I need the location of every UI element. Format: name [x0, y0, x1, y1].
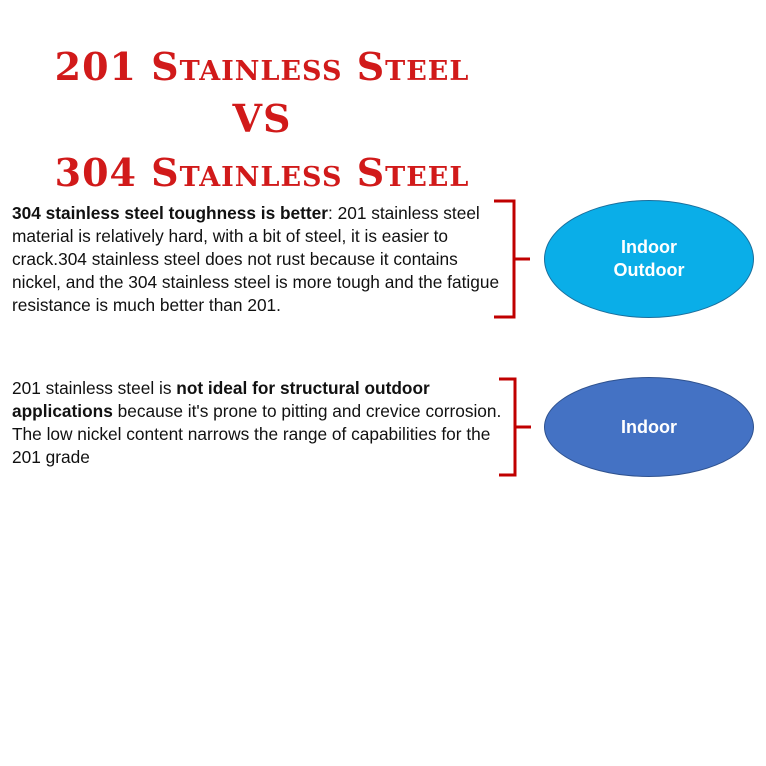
usage-ellipse-indoor	[544, 377, 754, 477]
description-text: because it's prone to pitting and crevice corrosion. The low nickel content narrows the range of capabilities for the 201 grade	[12, 401, 502, 467]
bracket-1-shape	[494, 201, 530, 317]
ellipse-1-line-2: Outdoor	[613, 260, 685, 280]
title-line-3: 304 Stainless Steel	[54, 150, 470, 195]
title-line-2: VS	[232, 96, 292, 141]
usage-ellipse-indoor-outdoor	[544, 200, 754, 318]
bracket-1	[494, 200, 534, 320]
description-304-toughness	[12, 202, 502, 317]
bracket-2-shape	[499, 379, 531, 475]
ellipse-2-line-1: Indoor	[621, 416, 677, 437]
description-text-before: 201 stainless steel is	[12, 378, 177, 398]
title-line-1: 201 Stainless Steel	[54, 44, 470, 89]
description-bold: not ideal for structural outdoor applications	[12, 378, 430, 421]
ellipse-1-line-1: Indoor	[620, 237, 677, 257]
description-text: : 201 stainless steel material is relatively hard, with a bit of steel, it is easier to crack.304 stainless steel does not rust because it contains nickel, and the 304 stainless steel is more tough and the fatigue resistance is much better than 201.	[12, 203, 500, 315]
description-bold: 304 stainless steel toughness is better	[12, 203, 328, 223]
description-201-outdoor	[12, 377, 502, 469]
bracket-2	[499, 378, 539, 478]
